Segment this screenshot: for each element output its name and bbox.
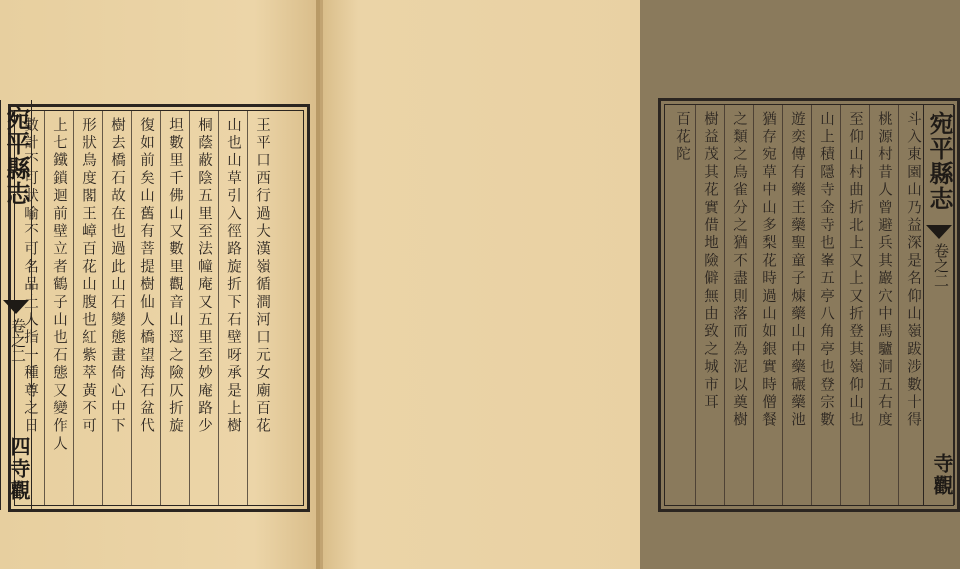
right-column-1: 百花陀 (674, 111, 690, 165)
column-rule (724, 105, 725, 505)
right-spine (923, 105, 955, 505)
right-spine-title: 宛平縣志 (925, 111, 954, 211)
column-rule (898, 105, 899, 505)
column-rule (131, 111, 132, 505)
left-page (0, 0, 318, 569)
right-column-9: 斗入東園山乃益深是名仰山嶺跋涉數十得 (905, 111, 921, 430)
fishtail-mark (926, 225, 952, 239)
left-column-2: 上七鐵鎖迴前壁立者鶴子山也石態又變作人 (51, 117, 67, 454)
column-rule (753, 105, 754, 505)
column-rule (160, 111, 161, 505)
column-rule (102, 111, 103, 505)
right-column-4: 猶存宛草中山多梨花時過山如銀實時僧餐 (760, 111, 776, 430)
left-column-3: 形狀鳥度閣王嶂百花山腹也紅紫萃黃不可 (80, 117, 96, 436)
fishtail-mark (3, 300, 29, 314)
right-spine-footer: 寺觀 (930, 453, 954, 497)
column-rule (44, 111, 45, 505)
left-column-6: 坦數里千佛山又數里觀音山逕之險仄折旋 (167, 117, 183, 436)
left-spine-title: 宛平縣志 (2, 106, 31, 206)
right-column-7: 至仰山村曲折北上又上又折登其嶺仰山也 (847, 111, 863, 430)
left-text-frame (8, 104, 310, 512)
right-column-3: 之類之鳥雀分之猶不盡則落而為泥以奠樹 (731, 111, 747, 430)
right-inner-border (664, 104, 954, 506)
right-page (320, 0, 954, 569)
column-rule (73, 111, 74, 505)
right-column-2: 樹益茂其花實借地險僻無由致之城市耳 (702, 111, 718, 412)
column-rule (218, 111, 219, 505)
left-column-4: 樹去橋石故在也過此山石變態畫倚心中下 (109, 117, 125, 436)
column-rule (695, 105, 696, 505)
left-spine-volume: 卷之二 (9, 318, 27, 363)
right-column-6: 山上積隱寺金寺也峯五亭八角亭也登宗數 (818, 111, 834, 430)
column-rule (189, 111, 190, 505)
left-column-1: 數計不可狀喻不可名品土人指一種尊之日 (22, 117, 38, 436)
right-text-frame (658, 98, 960, 512)
column-rule (840, 105, 841, 505)
right-column-8: 桃源村昔人曾避兵其巖穴中馬驢洞五右度 (876, 111, 892, 430)
left-column-7: 桐蔭蔽陰五里至法幢庵又五里至妙庵路少 (196, 117, 212, 436)
column-rule (869, 105, 870, 505)
right-column-5: 遊奕傳有藥王藥聖童子煉藥山中藥碾藥池 (789, 111, 805, 430)
left-column-9: 王平口西行過大漢嶺循澗河口元女廟百花 (254, 117, 270, 436)
column-rule (782, 105, 783, 505)
left-inner-border (14, 110, 304, 506)
column-rule (247, 111, 248, 505)
page-edge (320, 0, 323, 569)
left-column-8: 山也山草引入徑路旋折下石壁呀承是上樹 (225, 117, 241, 436)
column-rule (811, 105, 812, 505)
left-spine-footer: 四寺觀 (7, 436, 31, 502)
left-column-5: 復如前矣山舊有菩提樹仙人橋望海石盆代 (138, 117, 154, 436)
right-spine-volume: 卷之二 (932, 243, 950, 288)
left-spine (0, 100, 32, 510)
